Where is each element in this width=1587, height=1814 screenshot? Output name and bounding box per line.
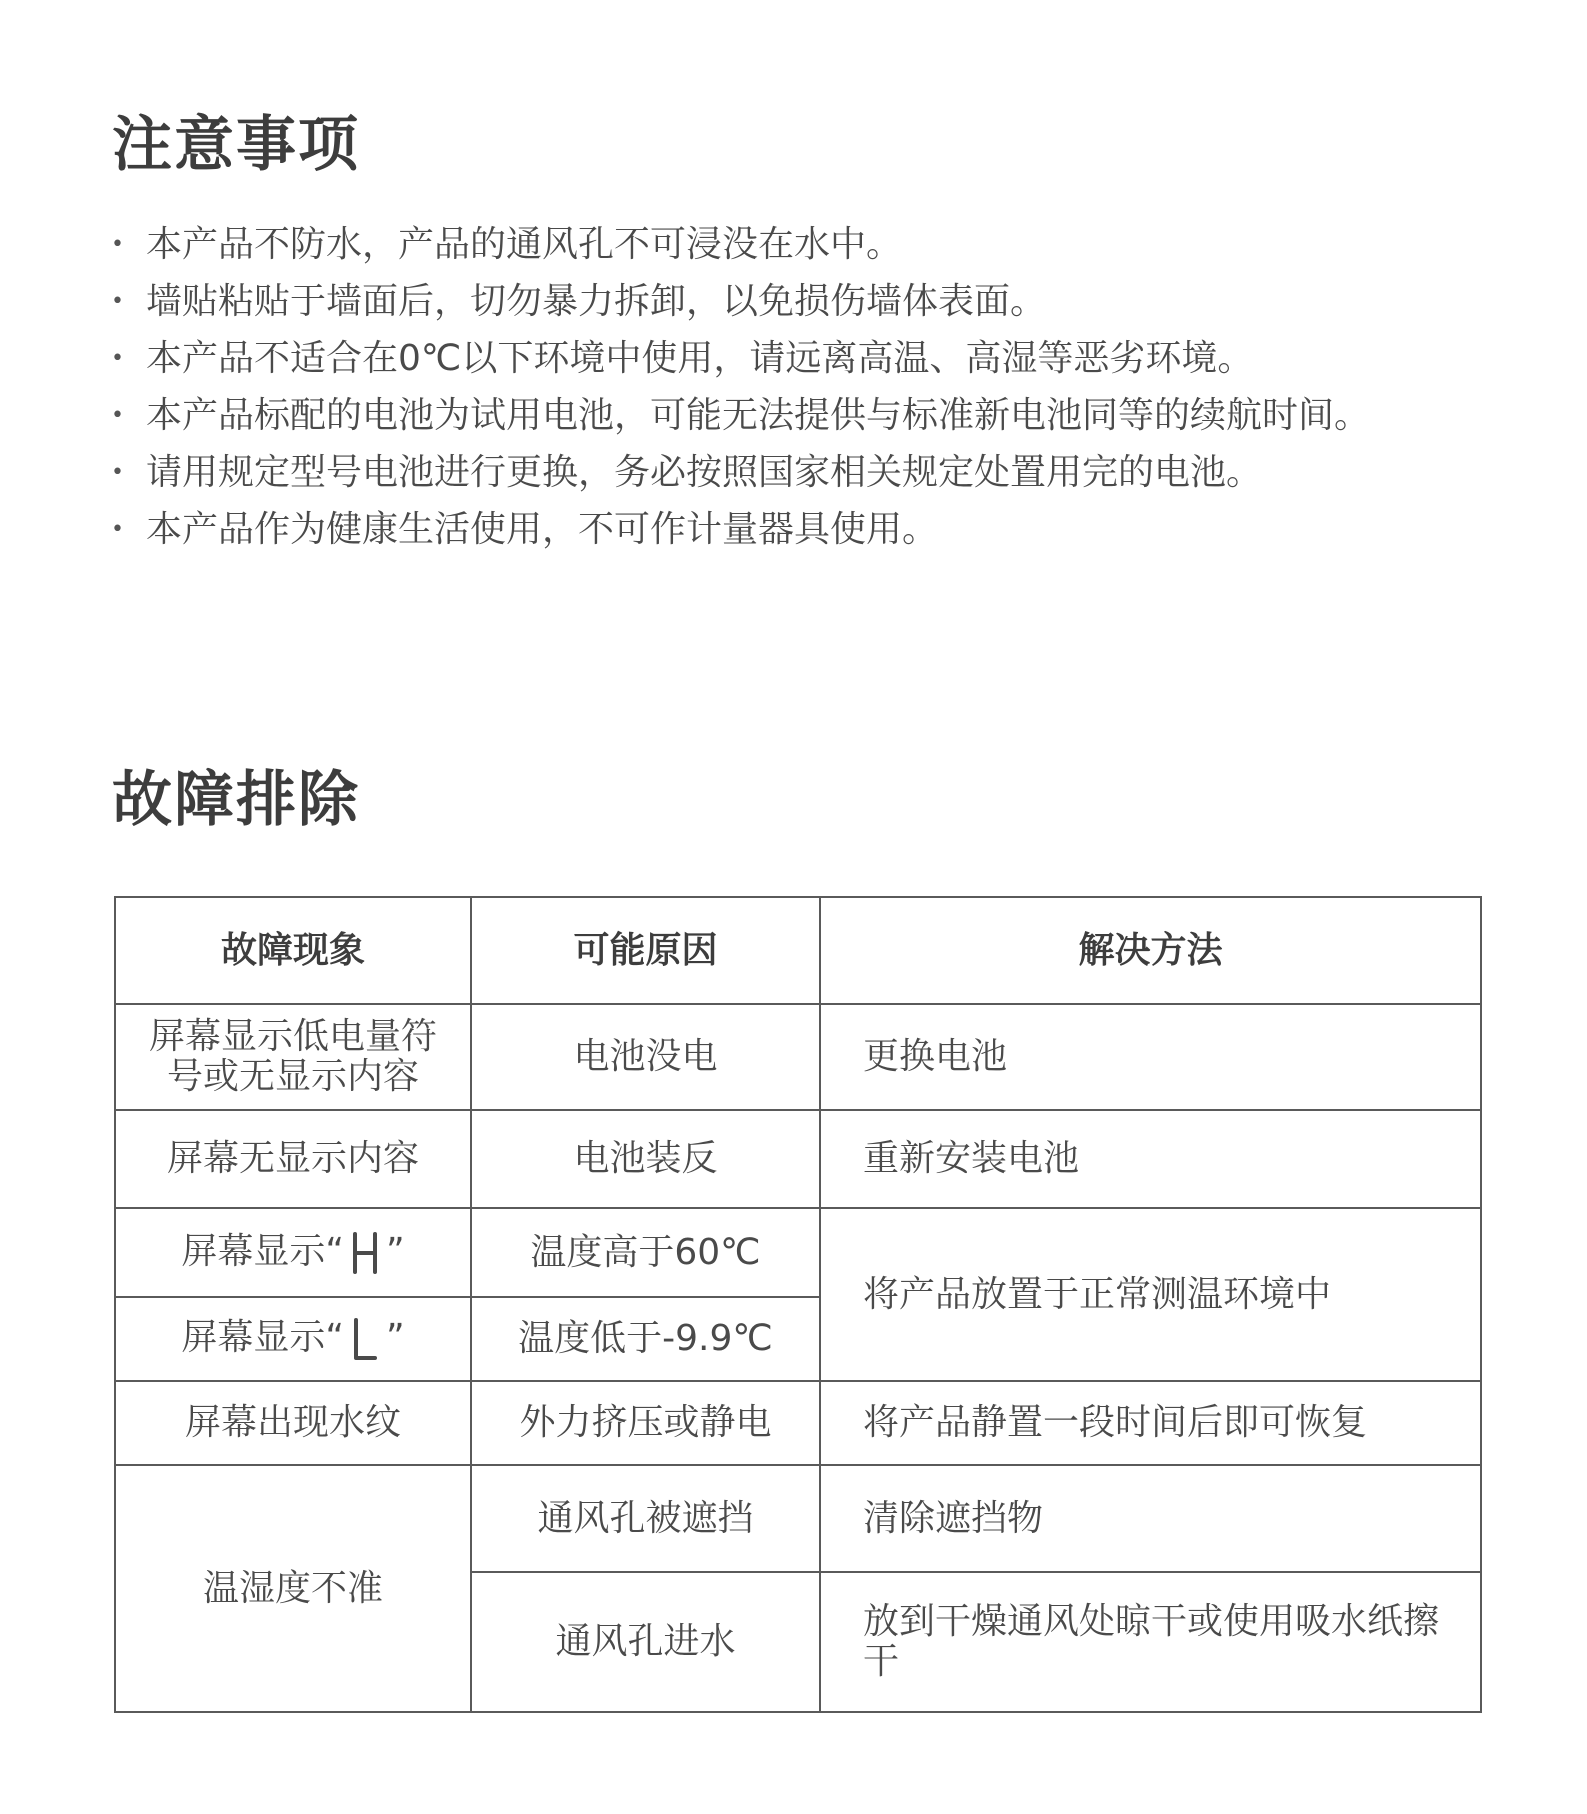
- solution-cell: 清除遮挡物: [820, 1465, 1481, 1572]
- troubleshooting-title: 故障排除: [112, 765, 360, 835]
- symptom-cell: 屏幕出现水纹: [115, 1381, 471, 1465]
- bullet-icon: •: [111, 460, 124, 485]
- list-item: • 本产品作为健康生活使用，不可作计量器具使用。: [108, 501, 1370, 558]
- notes-title: 注意事项: [112, 110, 360, 180]
- cause-cell: 电池没电: [471, 1004, 820, 1110]
- solution-cell: 放到干燥通风处晾干或使用吸水纸擦干: [820, 1572, 1481, 1712]
- table-row: [115, 1110, 1481, 1208]
- solution-cell: 重新安装电池: [820, 1110, 1481, 1208]
- list-item: • 本产品不防水，产品的通风孔不可浸没在水中。: [108, 216, 1370, 273]
- symptom-cell: 屏幕显示低电量符号或无显示内容: [115, 1004, 471, 1110]
- list-item: • 本产品标配的电池为试用电池，可能无法提供与标准新电池同等的续航时间。: [108, 387, 1370, 444]
- bullet-icon: •: [111, 403, 124, 428]
- solution-cell: 将产品静置一段时间后即可恢复: [820, 1381, 1481, 1465]
- cause-cell: 外力挤压或静电: [471, 1381, 820, 1465]
- bullet-icon: •: [111, 232, 124, 257]
- list-item: • 请用规定型号电池进行更换，务必按照国家相关规定处置用完的电池。: [108, 444, 1370, 501]
- table-row: [115, 1465, 1481, 1572]
- segment-l-icon: [352, 1317, 378, 1361]
- cause-cell: 温度低于-9.9℃: [471, 1297, 820, 1381]
- cause-cell: 温度高于60℃: [471, 1208, 820, 1297]
- cause-cell: 电池装反: [471, 1110, 820, 1208]
- table-row: [115, 1208, 1481, 1297]
- table-header-row: [115, 897, 1481, 1004]
- solution-cell: 将产品放置于正常测温环境中: [820, 1208, 1481, 1381]
- bullet-icon: •: [111, 346, 124, 371]
- table-row: [115, 1381, 1481, 1465]
- symptom-cell: 屏幕显示“ ”: [115, 1208, 471, 1297]
- bullet-icon: •: [111, 517, 124, 542]
- list-item: • 墙贴粘贴于墙面后，切勿暴力拆卸，以免损伤墙体表面。: [108, 273, 1370, 330]
- notes-list: [108, 216, 1370, 558]
- header-cause: 可能原因: [471, 897, 820, 1004]
- bullet-icon: •: [111, 289, 124, 314]
- cause-cell: 通风孔进水: [471, 1572, 820, 1712]
- segment-h-icon: [352, 1231, 378, 1275]
- list-item: • 本产品不适合在0℃以下环境中使用，请远离高温、高湿等恶劣环境。: [108, 330, 1370, 387]
- cause-cell: 通风孔被遮挡: [471, 1465, 820, 1572]
- symptom-cell: 屏幕显示“ ”: [115, 1297, 471, 1381]
- troubleshooting-table: [114, 896, 1480, 1709]
- symptom-cell: 屏幕无显示内容: [115, 1110, 471, 1208]
- header-symptom: 故障现象: [115, 897, 471, 1004]
- header-solution: 解决方法: [820, 897, 1481, 1004]
- solution-cell: 更换电池: [820, 1004, 1481, 1110]
- table-row: [115, 1004, 1481, 1110]
- symptom-cell: 温湿度不准: [115, 1465, 471, 1712]
